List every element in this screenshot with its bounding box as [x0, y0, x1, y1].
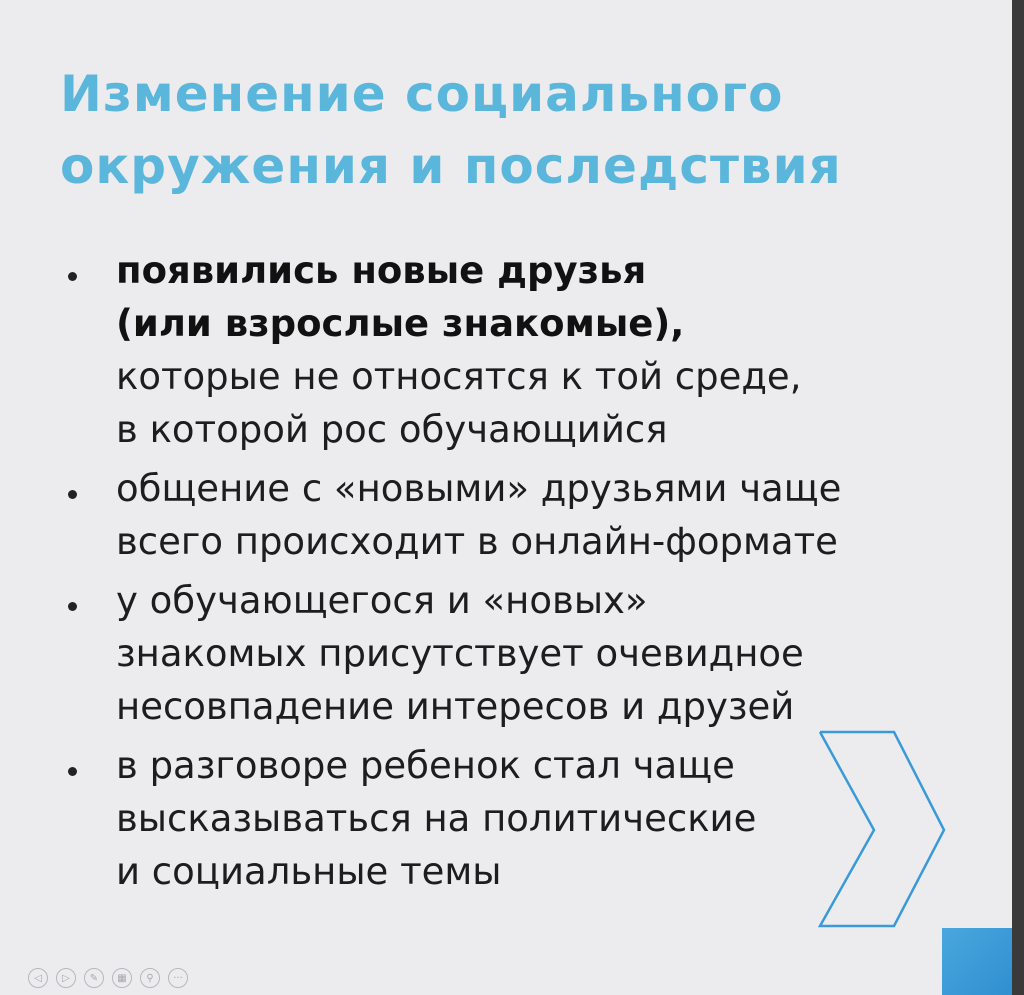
slides-grid-button[interactable]: [112, 968, 132, 988]
bullet-text: общение с «новыми» друзьями чаще: [116, 467, 842, 510]
bullet-item-online-communication: [60, 462, 960, 568]
bullet-text: знакомых присутствует очевидное: [116, 632, 804, 675]
magnifier-icon: ⚲: [146, 973, 154, 984]
arrow-right-icon: ▷: [62, 973, 70, 984]
bullet-item-new-friends: [60, 244, 960, 456]
slide-title: [60, 58, 980, 202]
zoom-button[interactable]: [140, 968, 160, 988]
bullet-text: в которой рос обучающийся: [116, 408, 668, 451]
bullet-text: всего происходит в онлайн-формате: [116, 520, 838, 563]
arrow-left-icon: ◁: [34, 973, 42, 984]
window-edge: [1012, 0, 1024, 995]
bullet-text: которые не относятся к той среде,: [116, 355, 802, 398]
previous-slide-button[interactable]: [28, 968, 48, 988]
bullet-text-bold: появились новые друзья: [116, 249, 647, 292]
bullet-dot-icon: [68, 602, 77, 611]
bullet-dot-icon: [68, 490, 77, 499]
accent-block: [942, 928, 1012, 995]
more-options-button[interactable]: [168, 968, 188, 988]
next-slide-button[interactable]: [56, 968, 76, 988]
presentation-toolbar: [28, 968, 188, 992]
pen-tool-button[interactable]: [84, 968, 104, 988]
bullet-text: в разговоре ребенок стал чаще: [116, 744, 735, 787]
bullet-text: высказываться на политические: [116, 797, 757, 840]
bullet-text-bold: (или взрослые знакомые),: [116, 302, 685, 345]
pen-icon: ✎: [89, 973, 99, 984]
grid-icon: ▦: [117, 973, 127, 984]
slide-title-line: окружения и последствия: [60, 137, 842, 195]
slide-title-line: Изменение социального: [60, 65, 784, 123]
bullet-dot-icon: [68, 272, 77, 281]
chevron-decoration-icon: [812, 728, 952, 928]
bullet-dot-icon: [68, 767, 77, 776]
bullet-text: несовпадение интересов и друзей: [116, 685, 795, 728]
bullet-item-interest-mismatch: [60, 574, 960, 733]
ellipsis-icon: ···: [173, 973, 183, 984]
bullet-text: у обучающегося и «новых»: [116, 579, 648, 622]
bullet-text: и социальные темы: [116, 850, 502, 893]
